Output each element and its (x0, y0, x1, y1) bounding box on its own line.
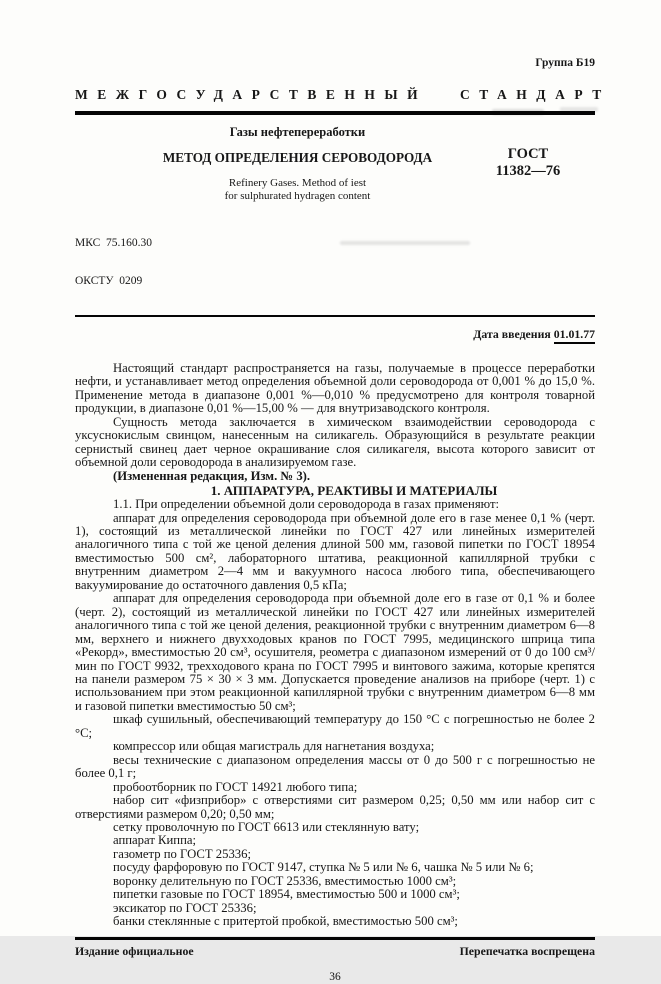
title-english-line2: for sulphurated hydragen content (224, 189, 371, 202)
gost-number: 11382—76 (495, 162, 561, 179)
gost-designation (458, 146, 598, 179)
apparatus-item: банки стеклянные с притертой пробкой, вместимостью 500 см³; (113, 914, 458, 929)
apparatus-item: компрессор или общая магистраль для нагнетания воздуха; (113, 739, 435, 754)
official-edition-label: Издание официальное (75, 944, 194, 959)
standard-type-header: МЕЖГОСУДАРСТВЕННЫЙ СТАНДАРТ (75, 87, 611, 102)
introduction-date (75, 327, 595, 341)
apparatus-item: сетку проволочную по ГОСТ 6613 или стеклянную вату; (113, 819, 420, 834)
group-label: Группа Б19 (535, 57, 595, 69)
apparatus-item: пипетки газовые по ГОСТ 18954, вместимостью 500 и 1000 см³; (113, 887, 460, 902)
apparatus-item: аппарат для определения сероводорода при объемной доле его в газе от 0,1 % и более (черт. 2), состоящий из металлической линейки по ГОСТ 427 или линейных измерителей аналогичного типа с той же ценой деления, реакционной трубки с внутренним диаметром 6—8 мм, верхнего и нижнего двухходовых кранов по ГОСТ 7995, медицинского шприца типа «Рекорд», вместимостью 20 см³, осушителя, реометра с диапазоном измерений от 0 до 100 см³/мин по ГОСТ 9932, трехходового крана по ГОСТ 7995 и винтового зажима, которые крепятся на панели размером 75 × 30 × 3 мм. Допускается проведение анализов на приборе (черт. 1) с использованием при этом реакционной капиллярной трубки с внутренним диаметром 6—8 мм и газовой пипетки вместимостью 50 см³; (75, 591, 595, 713)
reprint-prohibited-label: Перепечатка воспрещена (459, 944, 595, 959)
introduction-date-value: 01.01.77 (554, 327, 595, 344)
title-left-column (75, 126, 520, 202)
title-english-line1: Refinery Gases. Method of iest (228, 177, 367, 189)
header-rule (75, 111, 595, 115)
okstu-code: ОКСТУ 0209 (75, 274, 143, 287)
document-title: МЕТОД ОПРЕДЕЛЕНИЯ СЕРОВОДОРОДА (162, 150, 433, 165)
apparatus-item: весы технические с диапазоном определения массы от 0 до 500 г с погрешностью не более 0,1 г; (75, 752, 595, 781)
footer (75, 945, 595, 958)
gost-label: ГОСТ (507, 146, 549, 162)
body-text (75, 362, 595, 929)
mks-code: МКС 75.160.30 (75, 237, 153, 249)
section-1-heading: 1. АППАРАТУРА, РЕАКТИВЫ И МАТЕРИАЛЫ (210, 483, 498, 499)
apparatus-item: аппарат Киппа; (113, 833, 197, 848)
classification-codes (75, 212, 595, 312)
codes-rule (75, 315, 595, 317)
apparatus-item: эксикатор по ГОСТ 25336; (113, 900, 257, 915)
page-number: 36 (329, 971, 341, 984)
document-title-english (75, 177, 520, 202)
apparatus-item: набор сит «физприбор» с отверстиями сит размером 0,25; 0,50 мм или набор сит с отверстиями размером 0,20; 0,50 мм; (75, 793, 595, 821)
footer-rule (75, 937, 595, 941)
amendment-note: (Измененная редакция, Изм. № 3). (113, 468, 311, 483)
apparatus-item: аппарат для определения сероводорода при объемной доле его в газе менее 0,1 % (черт. 1), состоящий из металлической линейки по ГОСТ 427 или линейных измерителей аналогичного типа с той же ценой деления длиной 500 мм, газовой пипетки по ГОСТ 18954 вместимостью 500 см², лабораторного штатива, реакционной капиллярной трубки с внутренним диаметром 2—4 мм и вакуумного насоса любого типа, обеспечивающего вакуумирование до остаточного давления 0,5 кПа; (75, 510, 595, 592)
apparatus-item: шкаф сушильный, обеспечивающий температуру до 150 °С с погрешностью не более 2 °С; (75, 712, 595, 740)
apparatus-item: посуду фарфоровую по ГОСТ 9147, ступка № 5 или № 6, чашка № 5 или № 6; (113, 860, 534, 875)
paragraph-method-essence: Сущность метода заключается в химическом взаимодействии сероводорода с уксуснокислым свинцом, нанесенным на силикагель. Образующийся в результате реакции сернистый свинец дает черное окрашивание слоя силикагеля, высота которого зависит от объемной доли сероводорода в анализируемом газе. (75, 414, 595, 470)
apparatus-item: воронку делительную по ГОСТ 25336, вместимостью 1000 см³; (113, 873, 457, 888)
apparatus-item: газометр по ГОСТ 25336; (113, 846, 252, 861)
apparatus-item: пробоотборник по ГОСТ 14921 любого типа; (113, 779, 358, 794)
introduction-date-label: Дата введения (473, 327, 551, 341)
clause-1-1: 1.1. При определении объемной доли сероводорода в газах применяют: (113, 497, 500, 512)
title-block (75, 126, 595, 212)
page-content (75, 0, 611, 984)
paragraph-scope: Настоящий стандарт распространяется на газы, получаемые в процессе переработки нефти, и устанавливает метод определения объемной доли сероводорода от 0,001 % до 15,0 %. Применение метода в диапазоне 0,001 %—0,010 % предусмотрено для контроля товарной продукции, в диапазоне 0,01 %—15,00 % — для внутризаводского контроля. (75, 361, 595, 416)
document-subject: Газы нефтепереработки (229, 125, 366, 139)
